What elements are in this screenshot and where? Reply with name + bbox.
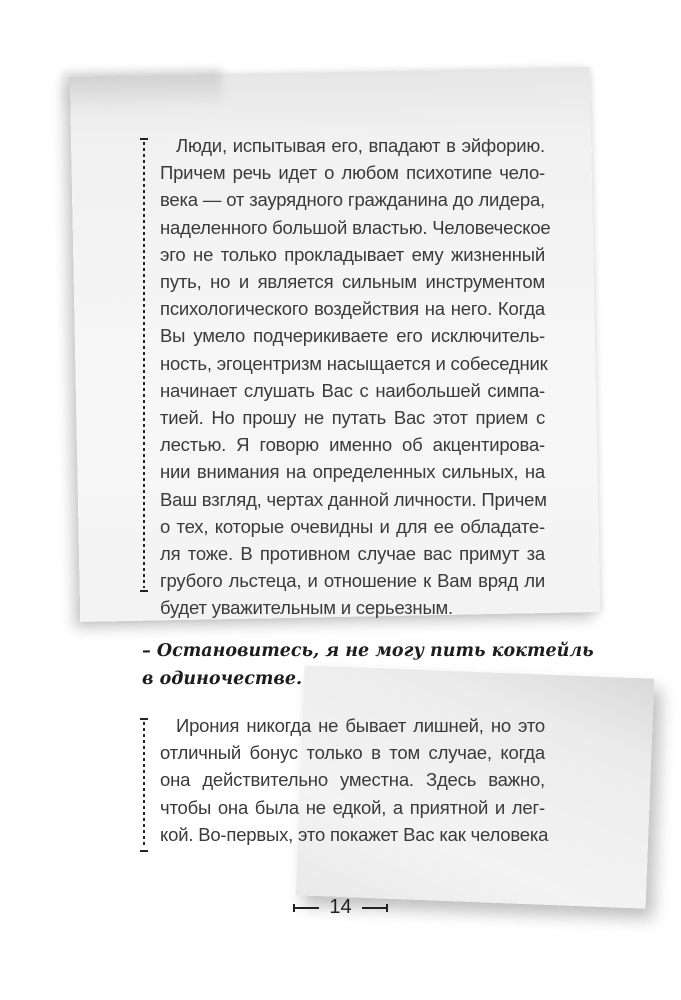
text-line: наделенного большой властью. Человеческое xyxy=(160,216,551,238)
text-line: эго не только прокладывает ему жизненный xyxy=(160,243,545,265)
text-line: нии внимания на определенных сильных, на xyxy=(160,461,545,483)
text-line: кой. Во-первых, это покажет Вас как человека xyxy=(160,823,549,845)
text-line: Причем речь идет о любом психотипе чело- xyxy=(160,162,545,184)
text-line: тией. Но прошу не путать Вас этот прием с xyxy=(160,407,545,429)
page-number-dash-right xyxy=(362,907,388,909)
text-line: путь, но и является сильным инструментом xyxy=(160,271,545,293)
text-line: ля тоже. В противном случае вас примут за xyxy=(160,543,545,565)
text-line: Вы умело подчерикиваете его исключитель- xyxy=(160,325,545,347)
text-line: начинает слушать Вас с наибольшей симпа- xyxy=(160,379,545,401)
paragraph-1 xyxy=(160,132,551,622)
dotted-marker-paragraph-2 xyxy=(143,718,145,852)
dialogue-heading xyxy=(142,637,594,693)
text-line: Ирония никогда не бывает лишней, но это xyxy=(176,715,545,736)
page-number-value: 14 xyxy=(329,896,352,919)
text-line: она действительно уместна. Здесь важно, xyxy=(160,769,545,791)
text-line: будет уважительным и серьезным. xyxy=(160,597,453,619)
heading-line: в одиночестве. xyxy=(142,669,303,689)
text-line: лестью. Я говорю именно об акцентирова- xyxy=(160,434,545,456)
paragraph-2 xyxy=(160,712,549,848)
page-number xyxy=(0,896,681,919)
page-number-dash-left xyxy=(293,907,319,909)
text-line: Люди, испытывая его, впадают в эйфорию. xyxy=(176,135,545,156)
text-line: ность, эгоцентризм насыщается и собеседник xyxy=(160,352,548,374)
heading-line: – Остановитесь, я не могу пить коктейль xyxy=(142,641,594,661)
text-line: психологического воздействия на него. Когда xyxy=(160,298,545,320)
dotted-marker-paragraph-1 xyxy=(143,138,145,592)
text-line: грубого льстеца, и отношение к Вам вряд ли xyxy=(160,570,545,592)
text-line: века — от заурядного гражданина до лидера, xyxy=(160,189,545,211)
text-line: о тех, которые очевидны и для ее обладате- xyxy=(160,515,545,537)
text-line: Ваш взгляд, чертах данной личности. Причем xyxy=(160,488,547,510)
text-line: чтобы она была не едкой, а приятной и лег- xyxy=(160,796,545,818)
text-line: отличный бонус только в том случае, когда xyxy=(160,742,545,764)
